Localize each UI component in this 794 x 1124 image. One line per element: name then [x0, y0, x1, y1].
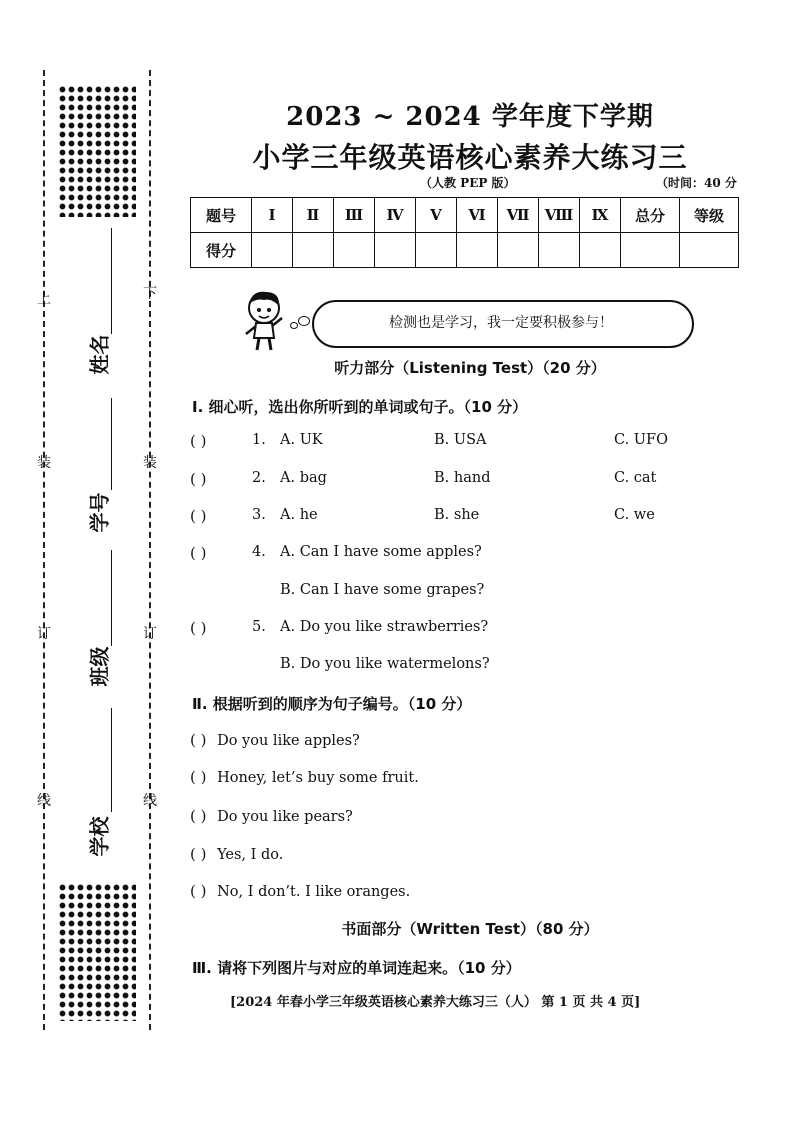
answer-bracket[interactable]: ( )	[190, 507, 207, 525]
score-row-label: 得分	[191, 233, 252, 268]
binding-dashed-line-outer	[43, 70, 45, 1030]
score-cell-part-6: Ⅵ	[457, 198, 498, 233]
binding-char-ding-right: 订	[143, 626, 157, 642]
part1-item-1	[190, 432, 206, 450]
item-number: 4.	[252, 544, 266, 560]
student-id-field-line[interactable]	[111, 398, 112, 490]
option-a: A. Do you like strawberries?	[280, 619, 489, 635]
binding-char-ding-left: 订	[37, 626, 51, 642]
answer-bracket[interactable]: ( )	[190, 544, 207, 562]
sentence-text: Do you like apples?	[217, 733, 360, 749]
binding-char-zhuang-right: 装	[143, 455, 157, 471]
option-b: B. Can I have some grapes?	[280, 582, 485, 598]
exam-title-year: 2023 ~ 2024 学年度下学期	[286, 102, 654, 132]
binding-char-xian-right: 线	[143, 793, 157, 809]
score-input[interactable]	[498, 233, 539, 268]
class-field-line[interactable]	[111, 550, 112, 646]
part1-item-2	[190, 470, 206, 488]
school-field-line[interactable]	[111, 708, 112, 812]
option-b: B. Do you like watermelons?	[280, 656, 490, 672]
item-number: 1.	[252, 432, 266, 448]
part1-item-5	[190, 619, 206, 637]
score-cell-part-4: Ⅳ	[375, 198, 416, 233]
score-input[interactable]	[580, 233, 621, 268]
answer-bracket[interactable]: ( )	[190, 768, 207, 786]
score-input[interactable]	[252, 233, 293, 268]
score-cell-total: 总分	[621, 198, 680, 233]
score-input[interactable]	[621, 233, 680, 268]
binding-pattern-bottom	[58, 883, 136, 1021]
score-table	[190, 197, 739, 268]
binding-dashed-line-inner	[149, 70, 151, 1030]
listening-section-header: 听力部分（Listening Test）（20 分）	[334, 359, 606, 377]
part1-title: Ⅰ. 细心听，选出你所听到的单词或句子。（10 分）	[192, 398, 528, 416]
sentence-text: Honey, let’s buy some fruit.	[217, 770, 419, 786]
sentence-text: No, I don’t. I like oranges.	[217, 884, 411, 900]
score-table-score-row	[191, 233, 739, 268]
name-field-line[interactable]	[111, 228, 112, 334]
option-c: C. we	[614, 507, 655, 523]
score-input[interactable]	[457, 233, 498, 268]
option-b: B. hand	[434, 470, 491, 486]
score-cell-part-3: Ⅲ	[334, 198, 375, 233]
score-input[interactable]	[375, 233, 416, 268]
item-number: 2.	[252, 470, 266, 486]
score-table-header-row	[191, 198, 739, 233]
answer-bracket[interactable]: ( )	[190, 470, 207, 488]
part2-item	[190, 807, 353, 825]
score-input[interactable]	[680, 233, 739, 268]
part1-item-4	[190, 544, 206, 562]
part2-item	[190, 768, 419, 786]
option-b: B. USA	[434, 432, 487, 448]
score-cell-label: 题号	[191, 198, 252, 233]
score-input[interactable]	[293, 233, 334, 268]
part1-item-3	[190, 507, 206, 525]
binding-char-bottom-right: 下	[143, 286, 157, 302]
score-cell-part-8: Ⅷ	[539, 198, 580, 233]
score-input[interactable]	[416, 233, 457, 268]
score-cell-part-9: Ⅸ	[580, 198, 621, 233]
binding-char-zhuang-left: 装	[37, 455, 51, 471]
answer-bracket[interactable]: ( )	[190, 619, 207, 637]
option-a: A. bag	[280, 470, 327, 486]
time-label: （时间：40 分	[656, 176, 737, 190]
school-field-label: 学校	[87, 816, 112, 857]
motto-text: 检测也是学习，我一定要积极参与！	[389, 315, 613, 331]
exam-title-main: 小学三年级英语核心素养大练习三	[252, 141, 688, 174]
answer-bracket[interactable]: ( )	[190, 432, 207, 450]
score-cell-grade: 等级	[680, 198, 739, 233]
binding-char-xian-left: 线	[37, 793, 51, 809]
student-mascot-icon	[238, 288, 294, 354]
edition-label: （人教 PEP 版）	[420, 176, 516, 190]
score-input[interactable]	[334, 233, 375, 268]
score-cell-part-1: Ⅰ	[252, 198, 293, 233]
option-a: A. Can I have some apples?	[280, 544, 482, 560]
item-number: 3.	[252, 507, 266, 523]
answer-bracket[interactable]: ( )	[190, 882, 207, 900]
score-cell-part-5: Ⅴ	[416, 198, 457, 233]
part2-title: Ⅱ. 根据听到的顺序为句子编号。（10 分）	[192, 695, 472, 713]
option-c: C. cat	[614, 470, 657, 486]
part2-item	[190, 882, 410, 900]
thought-bubble-small	[290, 322, 298, 329]
score-cell-part-7: Ⅶ	[498, 198, 539, 233]
answer-bracket[interactable]: ( )	[190, 731, 207, 749]
option-a: A. he	[280, 507, 318, 523]
item-number: 5.	[252, 619, 266, 635]
thought-bubble-medium	[298, 316, 310, 326]
binding-char-top-left: 上	[37, 291, 51, 307]
binding-pattern-top	[58, 85, 136, 217]
part2-item	[190, 731, 360, 749]
answer-bracket[interactable]: ( )	[190, 845, 207, 863]
written-section-header: 书面部分（Written Test）（80 分）	[341, 920, 599, 938]
student-id-field-label: 学号	[87, 492, 112, 533]
sentence-text: Do you like pears?	[217, 809, 353, 825]
sentence-text: Yes, I do.	[217, 847, 284, 863]
class-field-label: 班级	[87, 646, 112, 687]
option-a: A. UK	[280, 432, 323, 448]
answer-bracket[interactable]: ( )	[190, 807, 207, 825]
page-footer: [2024 年春小学三年级英语核心素养大练习三（人） 第 1 页 共 4 页]	[230, 995, 641, 1010]
part2-item	[190, 845, 283, 863]
option-b: B. she	[434, 507, 480, 523]
score-input[interactable]	[539, 233, 580, 268]
option-c: C. UFO	[614, 432, 668, 448]
score-cell-part-2: Ⅱ	[293, 198, 334, 233]
part3-title: Ⅲ. 请将下列图片与对应的单词连起来。（10 分）	[192, 959, 521, 977]
name-field-label: 姓名	[87, 334, 112, 375]
